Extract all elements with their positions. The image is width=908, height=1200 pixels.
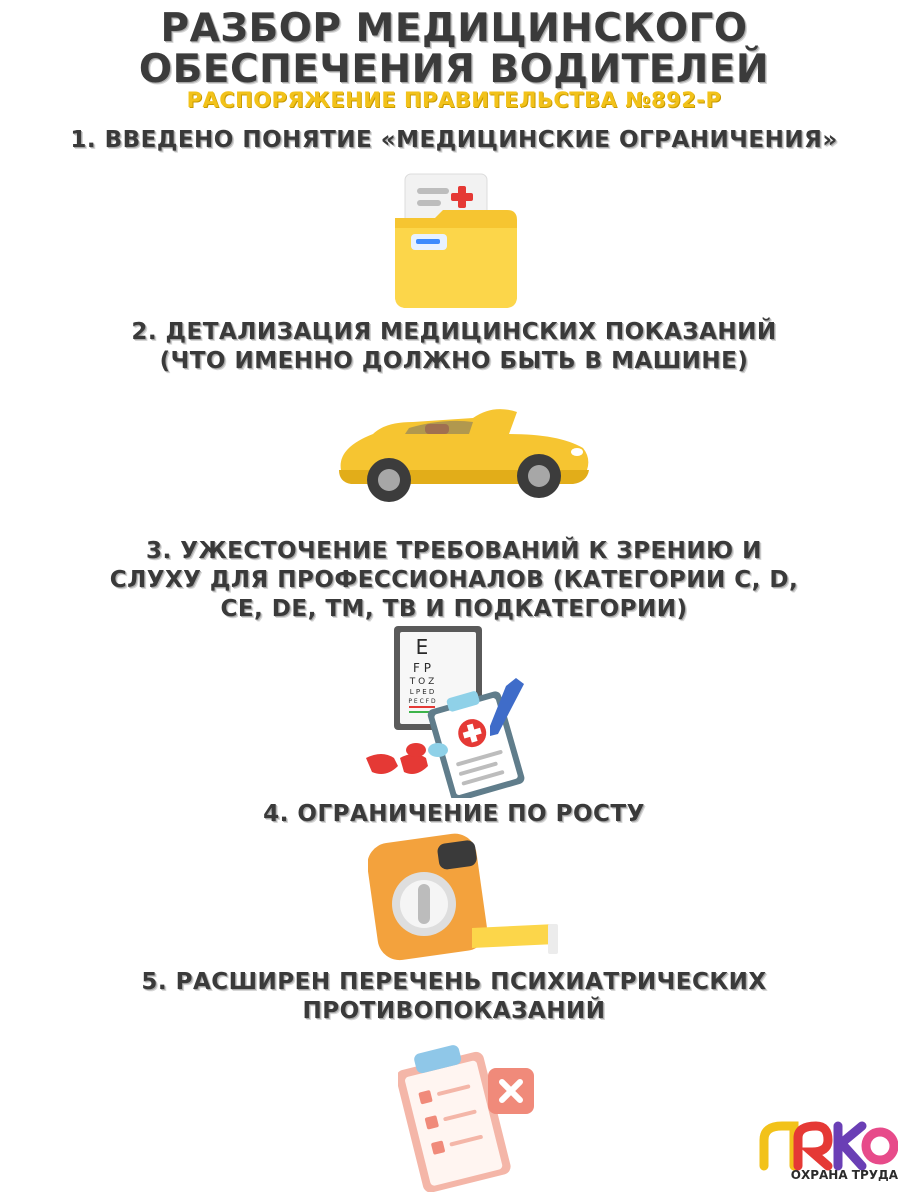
eye-chart-row-2: F P	[413, 661, 431, 675]
item-3-line-1: 3. УЖЕСТОЧЕНИЕ ТРЕБОВАНИЙ К ЗРЕНИЮ И	[146, 538, 762, 564]
eye-chart-row-3: T O Z	[409, 677, 435, 687]
tape-measure-icon	[368, 828, 568, 962]
eye-chart-row-1: E	[415, 635, 429, 659]
item-3-line-2: СЛУХУ ДЛЯ ПРОФЕССИОНАЛОВ (КАТЕГОРИИ C, D,	[109, 567, 799, 593]
eye-chart-row-4: L P E D	[409, 688, 435, 696]
title-line-1: РАЗБОР МЕДИЦИНСКОГО	[160, 6, 748, 51]
item-1-heading	[0, 126, 908, 155]
car-icon	[333, 398, 595, 508]
title-line-2: ОБЕСПЕЧЕНИЯ ВОДИТЕЛЕЙ	[138, 47, 770, 92]
item-2-line-2: (ЧТО ИМЕННО ДОЛЖНО БЫТЬ В МАШИНЕ)	[159, 348, 749, 374]
medical-folder-icon	[385, 168, 525, 318]
item-5-heading	[0, 968, 908, 1026]
brand-logo	[758, 1118, 898, 1174]
page-title	[0, 8, 908, 90]
item-3-line-3: CE, DE, TM, TB И ПОДКАТЕГОРИИ)	[220, 596, 688, 622]
eye-chart-icon	[360, 622, 540, 798]
item-1-line-1: 1. ВВЕДЕНО ПОНЯТИЕ «МЕДИЦИНСКИЕ ОГРАНИЧЕНИЯ»	[70, 127, 838, 153]
page-subtitle: РАСПОРЯЖЕНИЕ ПРАВИТЕЛЬСТВА №892-Р	[186, 88, 722, 112]
item-5-line-2: ПРОТИВОПОКАЗАНИЙ	[302, 998, 606, 1024]
item-4-line-1: 4. ОГРАНИЧЕНИЕ ПО РОСТУ	[263, 801, 645, 827]
item-2-line-1: 2. ДЕТАЛИЗАЦИЯ МЕДИЦИНСКИХ ПОКАЗАНИЙ	[131, 319, 777, 345]
item-2-heading	[0, 318, 908, 376]
checklist-icon	[398, 1030, 548, 1192]
item-3-heading	[0, 537, 908, 624]
item-4-heading	[0, 800, 908, 829]
logo-caption: ОХРАНА ТРУДА	[790, 1168, 898, 1182]
item-5-line-1: 5. РАСШИРЕН ПЕРЕЧЕНЬ ПСИХИАТРИЧЕСКИХ	[141, 969, 767, 995]
eye-chart-row-5: P E C F D	[408, 698, 436, 705]
